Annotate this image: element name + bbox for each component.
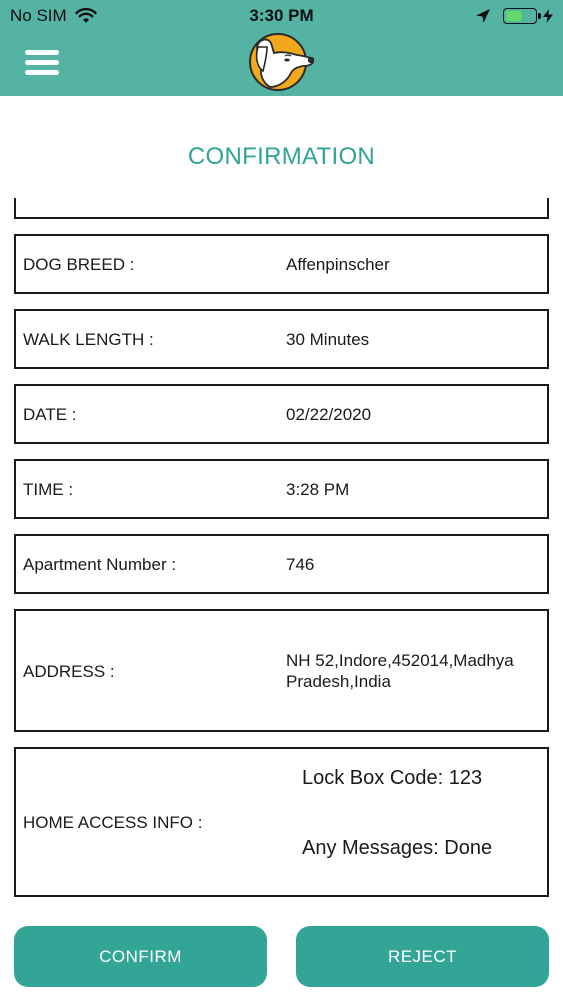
battery-level xyxy=(506,11,522,21)
detail-label: DOG BREED : xyxy=(23,255,135,274)
detail-value: 02/22/2020 xyxy=(286,405,372,424)
detail-row-home-access-info xyxy=(14,747,549,897)
lock-box-code: Lock Box Code: 123 xyxy=(302,767,483,789)
location-arrow-icon xyxy=(475,8,491,24)
detail-row-date xyxy=(14,384,549,444)
detail-row-address xyxy=(14,609,549,732)
detail-row-walk-length xyxy=(14,309,549,369)
reject-button[interactable]: REJECT xyxy=(296,926,549,987)
detail-label: Apartment Number : xyxy=(23,555,177,574)
hamburger-menu-icon[interactable] xyxy=(25,50,59,76)
detail-row-apartment-number xyxy=(14,534,549,594)
details-list[interactable] xyxy=(14,198,549,904)
status-bar-right xyxy=(475,5,553,27)
dog-logo xyxy=(245,33,319,93)
detail-label: TIME : xyxy=(23,480,74,499)
status-bar-time: 3:30 PM xyxy=(249,6,314,25)
detail-value: Affenpinscher xyxy=(286,255,390,274)
detail-row-time xyxy=(14,459,549,519)
detail-value: NH 52,Indore,452014,Madhya Pradesh,India xyxy=(286,651,514,691)
battery-icon xyxy=(503,8,537,24)
list-item-partial xyxy=(14,198,549,219)
detail-label: DATE : xyxy=(23,405,77,424)
any-messages: Any Messages: Done xyxy=(302,837,493,859)
app-header xyxy=(0,0,563,96)
detail-label: ADDRESS : xyxy=(23,662,115,681)
charging-bolt-icon xyxy=(543,9,553,23)
detail-label: HOME ACCESS INFO : xyxy=(23,813,203,832)
detail-value: 3:28 PM xyxy=(286,480,350,499)
carrier-label: No SIM xyxy=(10,6,67,25)
page-title: CONFIRMATION xyxy=(187,143,376,170)
detail-row-dog-breed xyxy=(14,234,549,294)
detail-label: WALK LENGTH : xyxy=(23,330,154,349)
detail-value: 746 xyxy=(286,555,315,574)
confirm-button[interactable]: CONFIRM xyxy=(14,926,267,987)
detail-value: 30 Minutes xyxy=(286,330,370,349)
